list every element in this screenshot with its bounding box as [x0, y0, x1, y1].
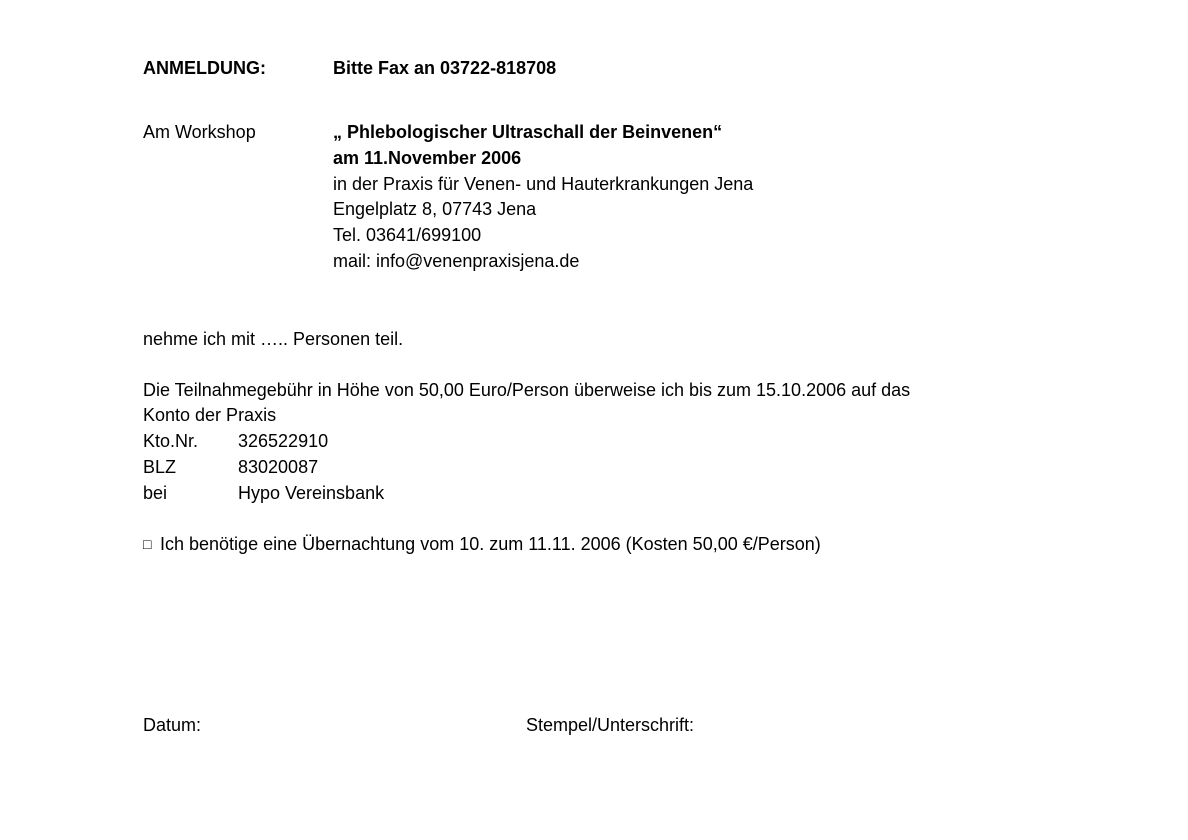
- workshop-date: am 11.November 2006: [333, 148, 522, 168]
- date-label: Datum:: [143, 715, 202, 735]
- blz-value: 83020087: [238, 457, 319, 477]
- overnight-text: Ich benötige eine Übernachtung vom 10. zum 11.11. 2006 (Kosten 50,00 €/Person): [160, 534, 821, 554]
- workshop-label: Am Workshop: [143, 122, 256, 142]
- participants-line: nehme ich mit ….. Personen teil.: [143, 329, 404, 349]
- fax-instruction: Bitte Fax an 03722-818708: [333, 58, 557, 78]
- account-value: 326522910: [238, 431, 329, 451]
- workshop-title: „ Phlebologischer Ultraschall der Beinvenen“: [333, 122, 723, 142]
- fee-line-2: Konto der Praxis: [143, 405, 277, 425]
- overnight-checkbox-icon[interactable]: □: [143, 536, 152, 552]
- workshop-phone: Tel. 03641/699100: [333, 225, 482, 245]
- workshop-address: Engelplatz 8, 07743 Jena: [333, 199, 537, 219]
- workshop-location: in der Praxis für Venen- und Hauterkrankungen Jena: [333, 174, 754, 194]
- workshop-mail: mail: info@venenpraxisjena.de: [333, 251, 580, 271]
- fee-line-1: Die Teilnahmegebühr in Höhe von 50,00 Euro/Person überweise ich bis zum 15.10.2006 auf das: [143, 380, 911, 400]
- bank-value: Hypo Vereinsbank: [238, 483, 385, 503]
- account-label: Kto.Nr.: [143, 431, 199, 451]
- signature-label: Stempel/Unterschrift:: [526, 715, 695, 735]
- anmeldung-label: ANMELDUNG:: [143, 58, 266, 78]
- bank-label: bei: [143, 483, 168, 503]
- blz-label: BLZ: [143, 457, 177, 477]
